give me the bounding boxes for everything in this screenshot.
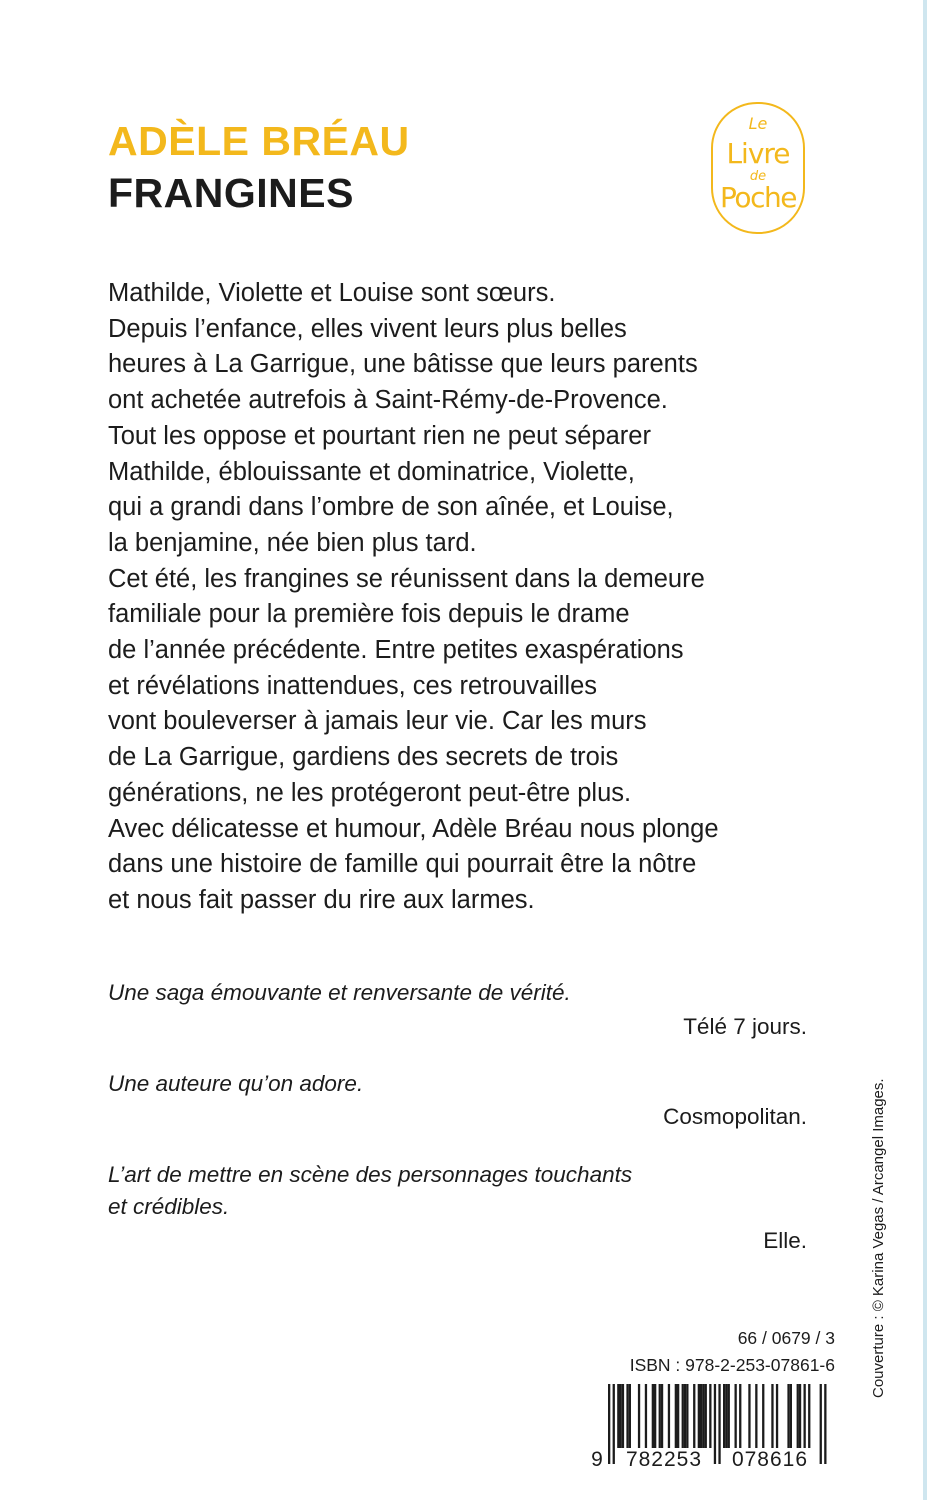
blurb-line: dans une histoire de famille qui pourrait être la nôtre [108,850,697,879]
barcode-bar [645,1384,647,1448]
barcode-bar [804,1384,806,1448]
blurb-line: Mathilde, éblouissante et dominatrice, Violette, [108,457,635,486]
barcode-bar [626,1384,628,1448]
barcode-bar [718,1384,720,1464]
barcode-bar [700,1384,702,1448]
barcode-bar [748,1384,750,1448]
blurb-line: et révélations inattendues, ces retrouvailles [108,671,598,700]
barcode [590,1384,840,1470]
logo-le: Le [748,114,768,133]
publisher-logo [711,102,805,234]
barcode-bar [686,1384,688,1448]
barcode-bar [617,1384,619,1448]
page-edge [923,0,927,1500]
barcode-bar [723,1384,725,1448]
blurb-line: Depuis l’enfance, elles vivent leurs plus belles [108,314,627,343]
barcode-bar [739,1384,741,1448]
blurb-line: Mathilde, Violette et Louise sont sœurs. [108,279,556,307]
review-source: Cosmopolitan. [663,1104,807,1129]
barcode-bar [728,1384,730,1448]
barcode-bar [725,1384,727,1448]
barcode-bar [668,1384,670,1448]
blurb-line: Cet été, les frangines se réunissent dans la demeure [108,564,705,593]
product-code: 66 / 0679 / 3 [737,1328,835,1348]
barcode-bar [659,1384,661,1448]
review-quote: Une auteure qu’on adore. [108,1071,364,1096]
blurb-line: Avec délicatesse et humour, Adèle Bréau nous plonge [108,814,719,843]
blurb-line: de La Garrigue, gardiens des secrets de trois [108,743,619,772]
barcode-bar [799,1384,801,1448]
barcode-bar [714,1384,716,1464]
barcode-bar [652,1384,654,1448]
barcode-bar [613,1384,615,1464]
barcode-first-digit: 9 [591,1448,603,1470]
blurb-line: heures à La Garrigue, une bâtisse que leurs parents [108,350,698,379]
barcode-bar [705,1384,707,1448]
barcode-bar [677,1384,679,1448]
logo-livre: Livre [726,137,790,170]
barcode-bar [698,1384,700,1448]
logo-poche: Poche [720,181,796,214]
barcode-right-digits: 078616 [731,1448,809,1470]
barcode-bar [654,1384,656,1448]
barcode-bar [622,1384,624,1448]
blurb-line: familiale pour la première fois depuis le drame [108,600,630,629]
barcode-bar [709,1384,711,1448]
barcode-bar [608,1384,610,1464]
review-quote: Une saga émouvante et renversante de vérité. [108,980,571,1005]
barcode-bar [702,1384,704,1448]
barcode-bar [755,1384,757,1448]
blurb-line: générations, ne les protégeront peut-être plus. [108,778,632,807]
isbn: ISBN : 978-2-253-07861-6 [629,1355,835,1375]
barcode-bar [787,1384,789,1448]
barcode-bar [638,1384,640,1448]
blurb-line: de l’année précédente. Entre petites exaspérations [108,636,684,665]
blurb-line: vont bouleverser à jamais leur vie. Car les murs [108,707,647,736]
blurb-line: ont achetée autrefois à Saint-Rémy-de-Provence. [108,386,668,415]
barcode-bar [661,1384,663,1448]
barcode-bar [824,1384,826,1464]
barcode-bar [762,1384,764,1448]
blurb-line: qui a grandi dans l’ombre de son aînée, et Louise, [108,493,674,522]
blurb-text [108,276,798,919]
barcode-bar [776,1384,778,1448]
blurb-line: et nous fait passer du rire aux larmes. [108,885,535,914]
blurb-line: la benjamine, née bien plus tard. [108,528,477,557]
barcode-bar [735,1384,737,1448]
review-quote: L’art de mettre en scène des personnages touchants [108,1162,633,1187]
barcode-bar [797,1384,799,1448]
barcode-bar [684,1384,686,1448]
barcode-bar [629,1384,631,1448]
review-quote: et crédibles. [108,1194,230,1219]
barcode-bar [682,1384,684,1448]
cover-credit: Couverture : © Karina Vegas / Arcangel Images. [870,1078,887,1398]
barcode-left-digits: 782253 [625,1448,703,1470]
barcode-bar [620,1384,622,1448]
barcode-bar [771,1384,773,1448]
book-title: FRANGINES [108,170,354,216]
barcode-bar [820,1384,822,1464]
logo-de: de [749,169,767,184]
review-source: Elle. [763,1228,807,1253]
barcode-bar [675,1384,677,1448]
barcode-bar [693,1384,695,1448]
review-source: Télé 7 jours. [683,1014,807,1039]
blurb-line: Tout les oppose et pourtant rien ne peut séparer [108,421,651,450]
author-name: ADÈLE BRÉAU [108,118,410,164]
barcode-bar [790,1384,792,1448]
barcode-bar [808,1384,810,1448]
